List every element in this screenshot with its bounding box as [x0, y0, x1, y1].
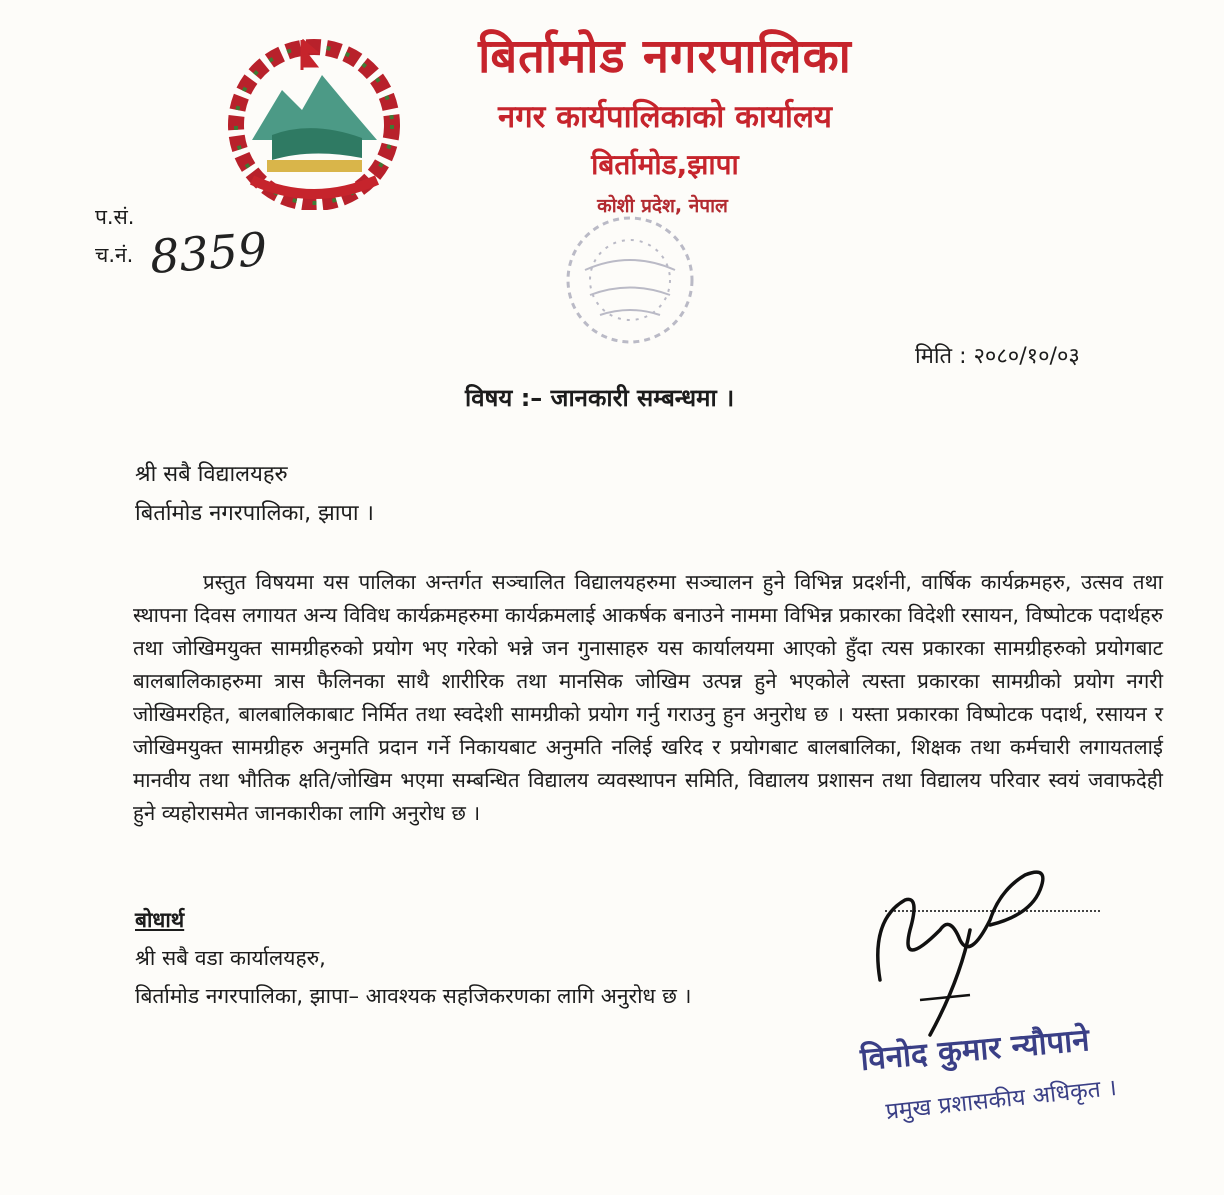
letter-date: मिति : २०८०/१०/०३: [915, 344, 1080, 369]
signatory-name-stamp: विनोद कुमार न्यौपाने: [858, 1022, 1091, 1078]
province-country: कोशी प्रदेश, नेपाल: [597, 195, 728, 217]
letter-body: प्रस्तुत विषयमा यस पालिका अन्तर्गत सञ्चालित विद्यालयहरुमा सञ्चालन हुने विभिन्न प्रदर्शनी, वार्षिक कार्यक्रमहरु, उत्सव तथा स्थापना दिवस लगायत अन्य विविध कार्यक्रमहरुमा कार्यक्रमलाई आकर्षक बनाउने नाममा विभिन्न प्रकारका विदेशी रसायन, विष्पोटक पदार्थहरु तथा जोखिमयुक्त सामग्रीहरुको प्रयोग भए गरेको भन्ने जन गुनासाहरु यस कार्यालयमा आएको हुँदा त्यस प्रकारका सामग्रीहरुको प्रयोगबाट बालबालिकाहरुमा त्रास फैलिनका साथै शारीरिक तथा मानसिक जोखिम उत्पन्न हुने भएकोले त्यस्ता प्रकारका सामग्रीको प्रयोग नगरी जोखिमरहित, बालबालिकाबाट निर्मित तथा स्वदेशी सामग्रीको प्रयोग गर्नु गराउनु हुन अनुरोध छ । यस्ता प्रकारका विष्पोटक पदार्थ, रसायन र जोखिमयुक्त सामग्रीहरु अनुमति प्रदान गर्ने निकायबाट अनुमति नलिई खरिद र प्रयोगबाट बालबालिका, शिक्षक तथा कर्मचारी लगायतलाई मानवीय तथा भौतिक क्षति/जोखिम भएमा सम्बन्धित विद्यालय व्यवस्थापन समिति, विद्यालय प्रशासन तथा विद्यालय परिवार स्वयं जवाफदेही हुने व्यहोरासमेत जानकारीका लागि अनुरोध छ ।: [133, 570, 1163, 825]
handwritten-signature-icon: [850, 860, 1090, 1040]
cc-line-2: बिर्तामोड नगरपालिका, झापा– आवश्यक सहजिकरणका लागि अनुरोध छ ।: [135, 984, 692, 1008]
cc-heading: बोधार्थ: [135, 908, 185, 932]
chalani-number-handwritten: 8359: [148, 221, 269, 285]
cc-line-1: श्री सबै वडा कार्यालयहरु,: [135, 946, 326, 970]
chalani-number-label: च.नं.: [95, 243, 134, 267]
office-stamp-icon: [545, 200, 715, 360]
signatory-title-stamp: प्रमुख प्रशासकीय अधिकृत ।: [884, 1074, 1118, 1126]
letter-subject: विषय :– जानकारी सम्बन्धमा ।: [465, 384, 735, 412]
patra-sankhya-label: प.सं.: [95, 205, 135, 229]
nepal-emblem-icon: [212, 30, 417, 210]
office-name: नगर कार्यपालिकाको कार्यालय: [498, 99, 832, 135]
addressee-line-1: श्री सबै विद्यालयहरु: [135, 462, 288, 487]
organization-name: बिर्तामोड नगरपालिका: [478, 29, 852, 84]
office-location: बिर्तामोड,झापा: [591, 148, 739, 181]
addressee-line-2: बिर्तामोड नगरपालिका, झापा ।: [135, 501, 374, 526]
